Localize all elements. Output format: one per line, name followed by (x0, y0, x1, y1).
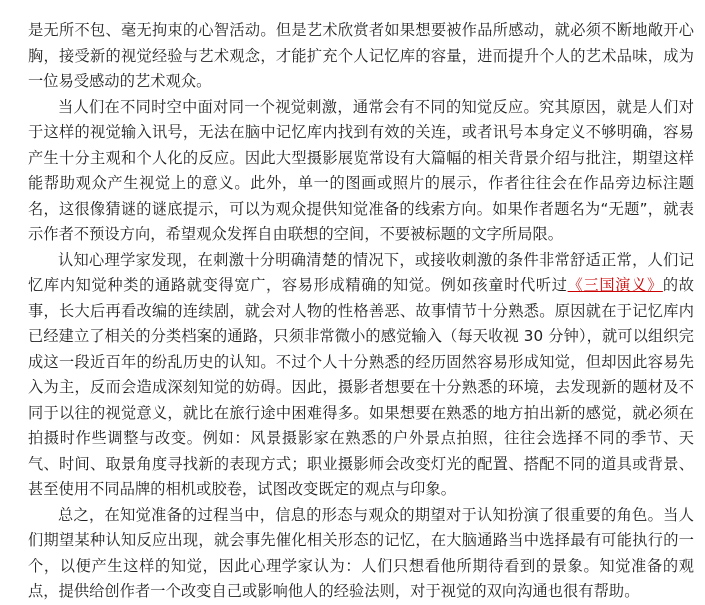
paragraph-3 (28, 248, 694, 503)
article-body (28, 18, 694, 605)
paragraph-1-text: 是无所不包、毫无拘束的心智活动。但是艺术欣赏者如果想要被作品所感动，就必须不断地敞开心胸，接受新的视觉经验与艺术观念，才能扩充个人记忆库的容量，进而提升个人的艺术品味，成为一位易受感动的艺术观众。 (28, 21, 694, 90)
paragraph-4-text: 总之，在知觉准备的过程当中，信息的形态与观众的期望对于认知扮演了很重要的角色。当人们期望某种认知反应出现，就会事先催化相关形态的记忆，在大脑通路当中选择最有可能执行的一个，以便产生这样的知觉，因此心理学家认为：人们只想看他所期待看到的景象。知觉准备的观点，提供给创作者一个改变自己或影响他人的经验法则，对于视觉的双向沟通也很有帮助。 (28, 505, 694, 600)
paragraph-2-text: 当人们在不同时空中面对同一个视觉刺激，通常会有不同的知觉反应。究其原因，就是人们对于这样的视觉输入讯号，无法在脑中记忆库内找到有效的关连，或者讯号本身定义不够明确，容易产生十分主观和个人化的反应。因此大型摄影展览常设有大篇幅的相关背景介绍与批注，期望这样能帮助观众产生视觉上的意义。此外，单一的图画或照片的展示，作者往往会在作品旁边标注题名，这很像猜谜的谜底提示，可以为观众提供知觉准备的线索方向。如果作者题名为“无题”，就表示作者不预设方向，希望观众发挥自由联想的空间，不要被标题的文字所局限。 (28, 97, 694, 243)
paragraph-3-text-after-link: 的故事，长大后再看改编的连续剧，就会对人物的性格善恶、故事情节十分熟悉。原因就在于记忆库内已经建立了相关的分类档案的通路，只须非常微小的感觉输入（每天收视 30 分钟），就可以组织完成这一段近百年的纷乱历史的认知。不过个人十分熟悉的经历固然容易形成知觉，但却因此容易先入为主，反而会造成深刻知觉的妨碍。因此，摄影者想要在十分熟悉的环境，去发现新的题材及不同于以往的视觉意义，就比在旅行途中困难得多。如果想要在熟悉的地方拍出新的感觉，就必须在拍摄时作些调整与改变。例如：风景摄影家在熟悉的户外景点拍照，往往会选择不同的季节、天气、时间、取景角度寻找新的表现方式；职业摄影师会改变灯光的配置、搭配不同的道具或背景、甚至使用不同品牌的相机或胶卷，试图改变既定的观点与印象。 (28, 276, 695, 498)
paragraph-1 (28, 18, 694, 95)
paragraph-3-text-before-link: 认知心理学家发现，在刺激十分明确清楚的情况下，或接收刺激的条件非常舒适正常，人们记忆库内知觉种类的通路就变得宽广，容易形成精确的知觉。例如孩童时代听过 (28, 250, 694, 294)
paragraph-2 (28, 95, 694, 248)
paragraph-4 (28, 503, 694, 605)
book-title-link[interactable]: 《三国演义》 (567, 276, 663, 294)
